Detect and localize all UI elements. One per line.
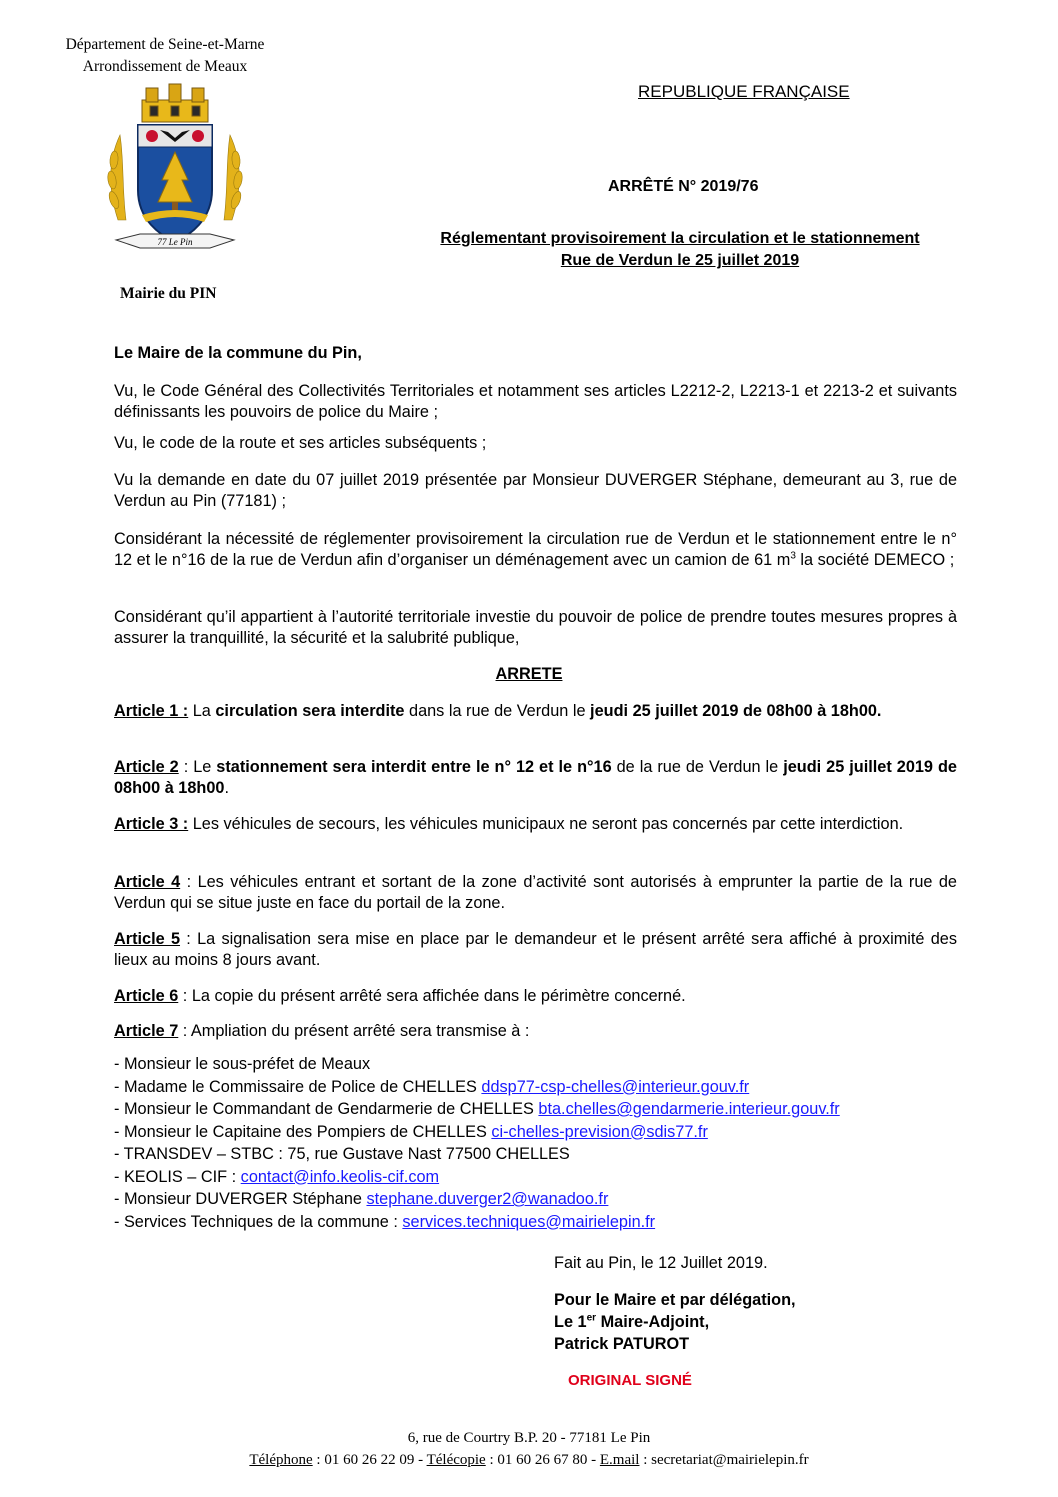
original-signed-stamp: ORIGINAL SIGNÉ xyxy=(568,1372,692,1389)
municipal-crest-logo xyxy=(100,80,250,275)
article-6: Article 6 : La copie du présent arrêté sera affichée dans le périmètre concerné. xyxy=(114,987,686,1005)
signature-delegation: Pour le Maire et par délégation, xyxy=(554,1291,796,1309)
footer-contact: Téléphone : 01 60 26 22 09 - Télécopie : 01 60 26 67 80 - E.mail : secretariat@mairielepin.fr xyxy=(249,1452,809,1468)
vu-code-route: Vu, le code de la route et ses articles subséquents ; xyxy=(114,434,487,452)
recipient-item: - Monsieur le sous-préfet de Meaux xyxy=(114,1055,371,1073)
article-5: Article 5 : La signalisation sera mise en place par le demandeur et le présent arrêté sera affiché à proximité des lieux au moins 8 jours avant. xyxy=(114,930,957,969)
crest-ribbon-text: 77 Le Pin xyxy=(157,237,193,247)
signatory-name: Patrick PATUROT xyxy=(554,1335,690,1353)
vu-demande: Vu la demande en date du 07 juillet 2019 présentée par Monsieur DUVERGER Stéphane, demeurant au 3, rue de Verdun au Pin (77181) ; xyxy=(114,471,957,510)
subject-line-2: Rue de Verdun le 25 juillet 2019 xyxy=(560,252,800,269)
email-link[interactable]: ci-chelles-prevision@sdis77.fr xyxy=(491,1122,708,1141)
arrete-number: ARRÊTÉ N° 2019/76 xyxy=(608,178,759,195)
subject-line-1: Réglementant provisoirement la circulation et le stationnement xyxy=(440,230,920,247)
email-link[interactable]: ddsp77-csp-chelles@interieur.gouv.fr xyxy=(481,1077,750,1096)
vu-code-collectivites: Vu, le Code Général des Collectivités Territoriales et notamment ses articles L2212-2, L2213-1 et 2213-2 et suivants définissants les pouvoirs de police du Maire ; xyxy=(114,382,957,421)
arrondissement-name: Arrondissement de Meaux xyxy=(82,58,248,75)
recipient-item: - Madame le Commissaire de Police de CHELLES ddsp77-csp-chelles@interieur.gouv.fr xyxy=(114,1077,750,1096)
recipient-item: - TRANSDEV – STBC : 75, rue Gustave Nast 77500 CHELLES xyxy=(114,1145,570,1163)
email-link[interactable]: services.techniques@mairielepin.fr xyxy=(402,1212,656,1231)
crest-caption: Mairie du PIN xyxy=(120,285,217,302)
article-4: Article 4 : Les véhicules entrant et sortant de la zone d’activité sont autorisés à emprunter la partie de la rue de Verdun qui se situe juste en face du portail de la zone. xyxy=(114,873,957,912)
considering-autorite: Considérant qu’il appartient à l’autorité territoriale investie du pouvoir de police de prendre toutes mesures propres à assurer la tranquillité, la sécurité et la salubrité publique, xyxy=(114,608,957,647)
arrete-heading: ARRETE xyxy=(495,665,563,683)
department-name: Département de Seine-et-Marne xyxy=(65,36,265,53)
article-7: Article 7 : Ampliation du présent arrêté sera transmise à : xyxy=(114,1022,530,1040)
footer-address: 6, rue de Courtry B.P. 20 - 77181 Le Pin xyxy=(407,1430,651,1446)
recipient-item: - KEOLIS – CIF : contact@info.keolis-cif.com xyxy=(114,1167,440,1186)
mayor-heading: Le Maire de la commune du Pin, xyxy=(114,344,362,362)
email-link[interactable]: contact@info.keolis-cif.com xyxy=(240,1167,440,1186)
article-2: Article 2 : Le stationnement sera interdit entre le n° 12 et le n°16 de la rue de Verdun le jeudi 25 juillet 2019 de 08h00 à 18h00. xyxy=(114,758,957,797)
article-3: Article 3 : Les véhicules de secours, les véhicules municipaux ne seront pas concernés par cette interdiction. xyxy=(114,815,904,833)
place-date: Fait au Pin, le 12 Juillet 2019. xyxy=(554,1254,768,1272)
recipient-item: - Services Techniques de la commune : services.techniques@mairielepin.fr xyxy=(114,1212,656,1231)
recipient-item: - Monsieur le Commandant de Gendarmerie de CHELLES bta.chelles@gendarmerie.interieur.gouv.fr xyxy=(114,1100,840,1118)
recipients-list xyxy=(114,1053,840,1233)
email-link[interactable]: bta.chelles@gendarmerie.interieur.gouv.fr xyxy=(538,1100,840,1118)
republic-title: REPUBLIQUE FRANÇAISE xyxy=(638,82,850,101)
article-1: Article 1 : La circulation sera interdite dans la rue de Verdun le jeudi 25 juillet 2019 de 08h00 à 18h00. xyxy=(114,702,882,720)
signature-role: Le 1er Maire-Adjoint, xyxy=(554,1312,710,1331)
email-link[interactable]: stephane.duverger2@wanadoo.fr xyxy=(366,1190,609,1208)
considering-reglementer: Considérant la nécessité de réglementer provisoirement la circulation rue de Verdun et le stationnement entre le n° 12 et le n°16 de la rue de Verdun afin d’organiser un déménagement avec un camion de 61 $m^3$ la société DEMECO ; xyxy=(114,530,957,569)
recipient-item: - Monsieur DUVERGER Stéphane stephane.duverger2@wanadoo.fr xyxy=(114,1190,609,1208)
recipient-item: - Monsieur le Capitaine des Pompiers de CHELLES ci-chelles-prevision@sdis77.fr xyxy=(114,1122,708,1141)
